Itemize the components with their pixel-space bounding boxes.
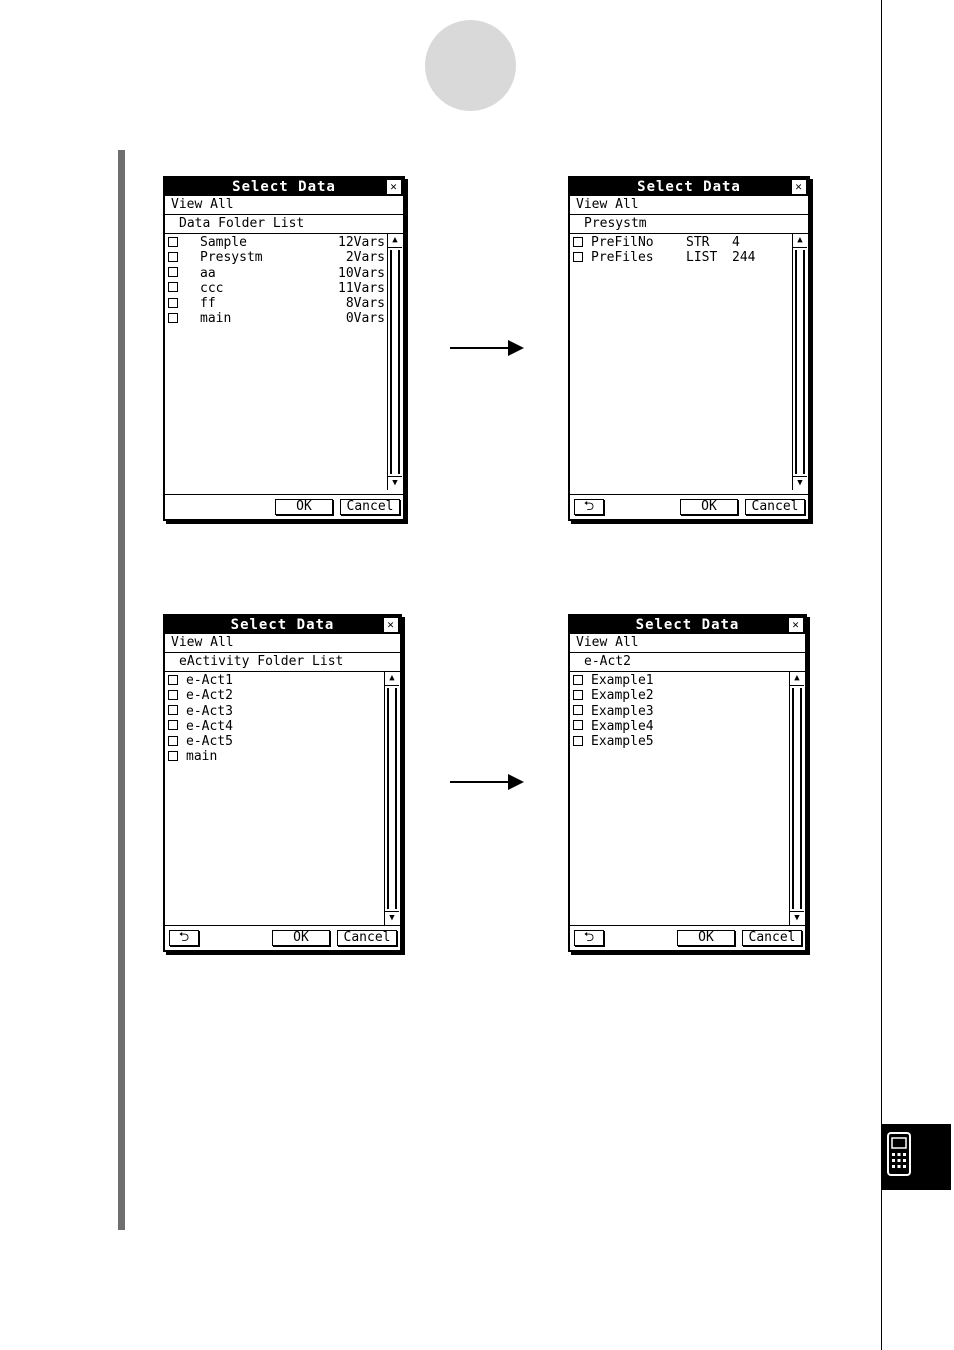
list-item[interactable]: e-Act2 <box>167 688 382 703</box>
scroll-track[interactable] <box>387 688 397 909</box>
checkbox[interactable] <box>168 313 178 323</box>
view-menu[interactable]: View All <box>570 196 808 215</box>
list-item[interactable]: main 0Vars <box>167 311 385 326</box>
window-title-bar <box>570 616 805 634</box>
cancel-button[interactable]: Cancel <box>742 930 802 946</box>
scrollbar[interactable] <box>789 672 804 925</box>
checkbox[interactable] <box>168 237 178 247</box>
right-arrow-icon <box>450 338 526 358</box>
scroll-up-icon[interactable]: ▲ <box>388 234 402 248</box>
scroll-up-icon[interactable]: ▲ <box>793 234 807 248</box>
cancel-button[interactable]: Cancel <box>337 930 397 946</box>
back-arrow-icon: ⮌ <box>583 930 595 945</box>
checkbox[interactable] <box>573 252 583 262</box>
checkbox[interactable] <box>573 705 583 715</box>
checkbox[interactable] <box>168 298 178 308</box>
ok-button[interactable]: OK <box>275 499 333 515</box>
list-item[interactable]: Example3 <box>572 704 787 719</box>
calculator-device-icon <box>886 1131 912 1177</box>
back-button[interactable] <box>574 930 604 946</box>
chapter-tab <box>881 1124 951 1190</box>
checkbox[interactable] <box>573 237 583 247</box>
list-item[interactable]: e-Act1 <box>167 673 382 688</box>
checkbox[interactable] <box>168 252 178 262</box>
view-menu[interactable]: View All <box>570 634 805 653</box>
window-title: Select Data <box>230 617 335 633</box>
scroll-track[interactable] <box>792 688 802 909</box>
checkbox[interactable] <box>573 736 583 746</box>
list-item[interactable]: ff 8Vars <box>167 296 385 311</box>
checkbox[interactable] <box>573 690 583 700</box>
list-item[interactable]: ccc 11Vars <box>167 281 385 296</box>
item-list <box>570 234 808 490</box>
list-item[interactable]: PreFilNo STR 4 <box>572 235 790 250</box>
list-item[interactable]: e-Act3 <box>167 704 382 719</box>
select-data-window-eact2 <box>568 614 807 952</box>
checkbox[interactable] <box>573 675 583 685</box>
window-title: Select Data <box>635 617 740 633</box>
item-list <box>165 672 400 925</box>
scroll-down-icon[interactable]: ▼ <box>793 476 807 490</box>
close-icon[interactable]: ✕ <box>387 180 401 194</box>
cancel-button[interactable]: Cancel <box>745 499 805 515</box>
list-item[interactable]: Example4 <box>572 719 787 734</box>
list-item[interactable]: Example1 <box>572 673 787 688</box>
ok-button[interactable]: OK <box>272 930 330 946</box>
section-side-bar <box>118 150 125 1230</box>
close-icon[interactable]: ✕ <box>792 180 806 194</box>
back-arrow-icon: ⮌ <box>583 499 595 514</box>
item-list <box>570 672 805 925</box>
folder-selector[interactable]: e-Act2 <box>570 653 805 672</box>
scroll-down-icon[interactable]: ▼ <box>388 476 402 490</box>
folder-selector[interactable]: Data Folder List <box>165 215 403 234</box>
window-title: Select Data <box>637 179 741 195</box>
scroll-track[interactable] <box>390 250 400 474</box>
back-arrow-icon: ⮌ <box>178 930 190 945</box>
scroll-down-icon[interactable]: ▼ <box>790 911 804 925</box>
list-item[interactable]: PreFiles LIST 244 <box>572 250 790 265</box>
checkbox[interactable] <box>168 282 178 292</box>
close-icon[interactable]: ✕ <box>384 618 398 632</box>
checkbox[interactable] <box>168 720 178 730</box>
list-item[interactable]: Example5 <box>572 734 787 749</box>
cancel-button[interactable]: Cancel <box>340 499 400 515</box>
scrollbar[interactable] <box>792 234 807 490</box>
window-title-bar <box>570 178 808 196</box>
back-button[interactable] <box>169 930 199 946</box>
scroll-up-icon[interactable]: ▲ <box>385 672 399 686</box>
back-button[interactable] <box>574 499 604 515</box>
folder-selector[interactable]: eActivity Folder List <box>165 653 400 672</box>
scrollbar[interactable] <box>387 234 402 490</box>
select-data-window-presystm <box>568 176 810 521</box>
right-arrow-icon <box>450 772 526 792</box>
list-item[interactable]: e-Act5 <box>167 734 382 749</box>
chapter-circle-marker <box>425 20 516 111</box>
list-item[interactable]: Presystm 2Vars <box>167 250 385 265</box>
list-item[interactable]: Sample 12Vars <box>167 235 385 250</box>
scroll-track[interactable] <box>795 250 805 474</box>
window-title-bar <box>165 616 400 634</box>
scroll-down-icon[interactable]: ▼ <box>385 911 399 925</box>
list-item[interactable]: aa 10Vars <box>167 266 385 281</box>
close-icon[interactable]: ✕ <box>789 618 803 632</box>
checkbox[interactable] <box>168 751 178 761</box>
window-footer <box>165 494 403 519</box>
scroll-up-icon[interactable]: ▲ <box>790 672 804 686</box>
list-item[interactable]: Example2 <box>572 688 787 703</box>
checkbox[interactable] <box>168 705 178 715</box>
window-footer <box>570 494 808 519</box>
ok-button[interactable]: OK <box>680 499 738 515</box>
folder-selector[interactable]: Presystm <box>570 215 808 234</box>
select-data-window-eactivity <box>163 614 402 952</box>
checkbox[interactable] <box>168 736 178 746</box>
window-title-bar <box>165 178 403 196</box>
ok-button[interactable]: OK <box>677 930 735 946</box>
window-footer <box>570 925 805 950</box>
select-data-window-folders <box>163 176 405 521</box>
list-item[interactable]: main <box>167 749 382 764</box>
checkbox[interactable] <box>168 690 178 700</box>
item-list <box>165 234 403 490</box>
window-title: Select Data <box>232 179 336 195</box>
view-menu[interactable]: View All <box>165 634 400 653</box>
window-footer <box>165 925 400 950</box>
checkbox[interactable] <box>168 675 178 685</box>
scrollbar[interactable] <box>384 672 399 925</box>
list-item[interactable]: e-Act4 <box>167 719 382 734</box>
view-menu[interactable]: View All <box>165 196 403 215</box>
checkbox[interactable] <box>168 267 178 277</box>
checkbox[interactable] <box>573 720 583 730</box>
